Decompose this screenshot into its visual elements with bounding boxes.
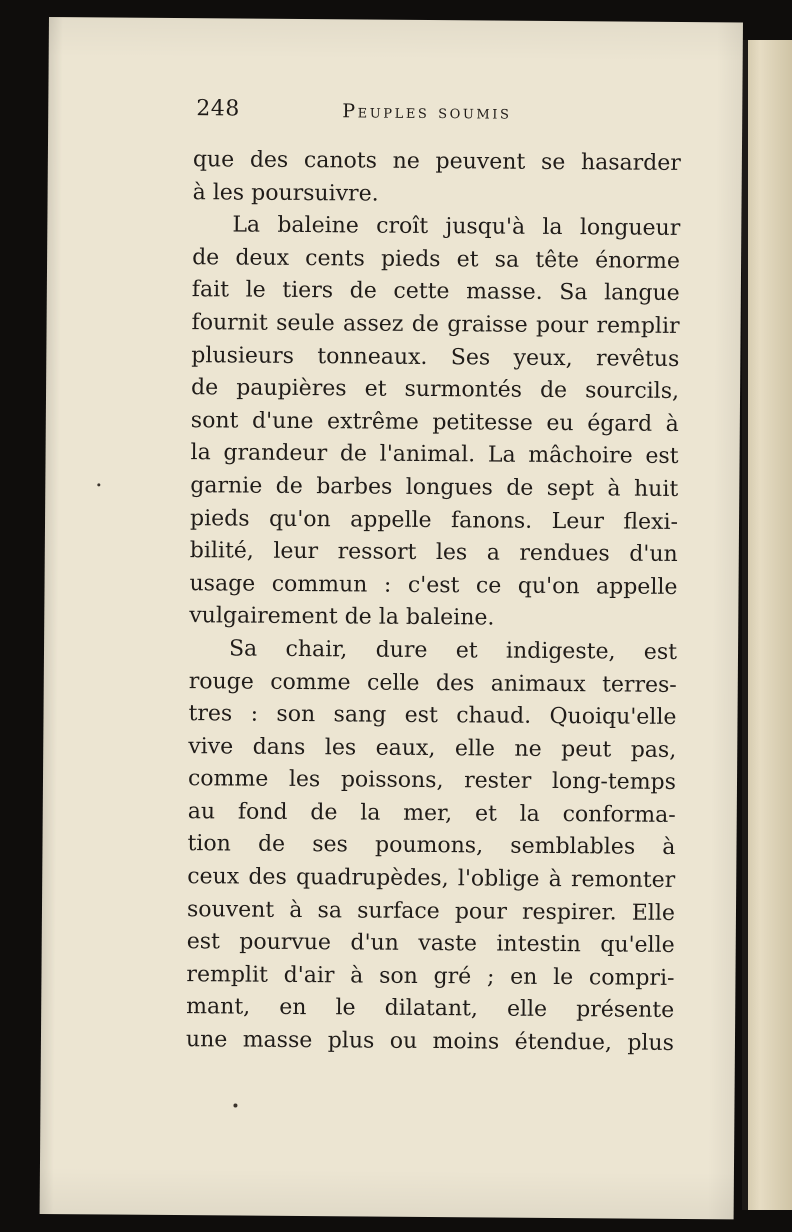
word: remplit xyxy=(186,961,268,988)
word: fournit xyxy=(191,310,268,336)
word: appelle xyxy=(595,574,678,600)
word: ce xyxy=(475,573,502,599)
word: de xyxy=(411,311,440,338)
word: langue xyxy=(604,280,680,307)
word: pour xyxy=(454,898,508,925)
word: pour xyxy=(535,312,589,339)
text-line xyxy=(187,829,675,865)
word: fait xyxy=(191,277,230,303)
word: de xyxy=(506,475,534,501)
word: comme xyxy=(270,669,351,695)
text-line xyxy=(189,568,677,604)
word: sourcils, xyxy=(585,378,680,405)
word: elle xyxy=(454,735,496,762)
word: de xyxy=(539,378,568,404)
word: l'animal. xyxy=(379,441,476,468)
word: des xyxy=(249,147,289,173)
word: yeux, xyxy=(513,345,573,371)
word: quadrupèdes, xyxy=(295,865,449,892)
word: sa xyxy=(317,897,343,923)
word: la xyxy=(360,800,381,826)
word: grandeur xyxy=(223,440,328,467)
word: de xyxy=(344,604,372,630)
word: croît xyxy=(376,213,429,240)
word: la xyxy=(542,215,563,241)
word: baleine xyxy=(277,212,359,239)
word: plusieurs xyxy=(191,342,295,369)
word: dure xyxy=(375,637,428,663)
word: mant, xyxy=(186,994,251,1021)
word: peuvent xyxy=(435,149,526,175)
word: Elle xyxy=(631,900,676,926)
word: l'oblige xyxy=(457,866,540,892)
word: eu xyxy=(546,410,574,436)
word: en xyxy=(279,995,307,1021)
word: fond xyxy=(237,799,288,825)
word: pourvue xyxy=(239,929,332,956)
word: tres xyxy=(188,701,233,727)
word: animaux xyxy=(490,670,586,697)
word: : xyxy=(383,572,392,598)
word: indigeste, xyxy=(505,638,616,665)
word: son xyxy=(379,963,418,989)
word: ; xyxy=(486,964,495,990)
word: à xyxy=(350,963,364,989)
word: garnie xyxy=(190,473,263,499)
text-line xyxy=(192,242,680,278)
word: chaud. xyxy=(456,703,532,729)
book-page xyxy=(40,17,743,1219)
word: et xyxy=(474,801,497,827)
word: a xyxy=(486,540,501,566)
text-line xyxy=(187,861,675,897)
word: bilité, xyxy=(189,538,254,564)
word: conforma- xyxy=(562,801,676,828)
ink-speck xyxy=(233,1103,237,1107)
word: la xyxy=(378,604,400,631)
word: poumons, xyxy=(374,833,484,859)
word: Leur xyxy=(551,508,605,534)
word: de xyxy=(257,832,286,858)
word: elle xyxy=(506,997,548,1023)
word: au xyxy=(187,798,216,825)
word: de xyxy=(192,244,220,271)
word: chair, xyxy=(285,636,348,663)
word: est xyxy=(643,639,678,665)
word: vive xyxy=(188,733,234,760)
text-line xyxy=(190,470,678,506)
word: sept xyxy=(546,475,595,502)
word: graisse xyxy=(447,312,528,338)
word: ou xyxy=(389,1028,418,1054)
page-number: 248 xyxy=(196,96,240,122)
word: est xyxy=(186,929,220,955)
word: moins xyxy=(432,1029,500,1055)
word: et xyxy=(456,246,479,273)
word: La xyxy=(487,442,516,469)
word: ses xyxy=(312,832,348,858)
word: peut xyxy=(561,736,612,763)
word: poissons, xyxy=(340,767,444,794)
text-line xyxy=(190,535,678,571)
word: La xyxy=(232,212,261,238)
text-line xyxy=(193,144,681,180)
text-line xyxy=(191,405,679,441)
text-line xyxy=(187,894,675,930)
word: est xyxy=(645,444,679,470)
word: celle xyxy=(366,670,420,696)
word: petitesse xyxy=(432,409,533,436)
word: les xyxy=(288,767,321,793)
word: remonter xyxy=(570,867,676,894)
text-line xyxy=(191,340,679,376)
word: surmontés xyxy=(404,376,523,403)
text-line xyxy=(189,666,677,702)
word: sang xyxy=(333,702,387,728)
text-line xyxy=(187,926,675,962)
word: intestin xyxy=(496,931,581,958)
word: à xyxy=(607,476,621,502)
text-line xyxy=(186,959,674,995)
word: leur xyxy=(273,538,319,565)
word: sont xyxy=(190,407,239,434)
word: semblables xyxy=(510,834,636,861)
word: long-temps xyxy=(551,769,677,796)
word: mâchoire xyxy=(528,443,633,469)
word: comme xyxy=(187,766,269,793)
word: et xyxy=(455,638,478,664)
word: barbes xyxy=(316,474,393,500)
word: extrême xyxy=(326,408,419,435)
word: des xyxy=(435,670,475,696)
word: huit xyxy=(633,476,679,502)
text-line xyxy=(190,503,678,539)
word: d'air xyxy=(283,962,335,989)
word: compri- xyxy=(588,965,675,991)
word: plus xyxy=(327,1028,375,1054)
body-text xyxy=(186,144,681,1060)
word: remplir xyxy=(596,313,680,339)
word: respirer. xyxy=(521,899,617,926)
word: ne xyxy=(392,148,420,174)
word: la xyxy=(519,801,540,827)
word: présente xyxy=(576,997,675,1024)
word: ceux xyxy=(187,864,240,890)
word: qu'on xyxy=(517,573,580,599)
word: en xyxy=(510,964,538,990)
word: Quoiqu'elle xyxy=(549,704,677,731)
word: flexi- xyxy=(623,509,679,535)
word: se xyxy=(540,149,566,176)
word: que xyxy=(192,147,235,173)
word: poursuivre. xyxy=(251,180,379,207)
word: les xyxy=(435,540,468,566)
word: dilatant, xyxy=(384,996,479,1022)
word: tion xyxy=(187,831,231,857)
word: hasarder xyxy=(580,150,681,176)
word: les xyxy=(324,734,357,761)
text-line xyxy=(189,600,677,636)
word: le xyxy=(245,277,266,304)
word: à xyxy=(548,867,562,893)
word: rouge xyxy=(188,668,254,695)
text-line xyxy=(188,763,676,799)
word: mer, xyxy=(403,800,453,827)
word: tiers xyxy=(282,278,334,304)
text-line xyxy=(188,731,676,767)
word: qu'on xyxy=(268,506,331,532)
word: masse. xyxy=(466,279,543,306)
word: de xyxy=(190,375,219,401)
word: tête xyxy=(535,247,580,273)
word: une xyxy=(185,1027,228,1053)
word: de xyxy=(310,799,338,826)
text-line xyxy=(191,372,679,408)
word: énorme xyxy=(595,248,681,274)
word: le xyxy=(335,995,356,1021)
word: pieds xyxy=(189,505,250,532)
word: des xyxy=(248,864,287,890)
facing-page-edge xyxy=(742,40,792,1210)
word: le xyxy=(553,964,574,990)
word: ressort xyxy=(337,539,417,566)
word: étendue, xyxy=(514,1029,613,1056)
word: souvent xyxy=(186,896,275,923)
word: longueur xyxy=(579,215,681,242)
word: usage xyxy=(189,570,256,597)
word: pieds xyxy=(380,246,441,272)
word: qu'elle xyxy=(600,932,675,959)
word: la xyxy=(190,440,211,466)
word: rester xyxy=(464,768,532,795)
word: est xyxy=(404,702,438,729)
word: de xyxy=(275,473,303,499)
word: sa xyxy=(494,247,520,273)
word: les xyxy=(212,179,245,206)
word: ne xyxy=(514,736,542,762)
word: cents xyxy=(305,245,365,272)
word: de xyxy=(349,278,377,304)
word: cette xyxy=(393,279,450,305)
word: à xyxy=(665,411,679,437)
word: Sa xyxy=(559,280,588,306)
text-line xyxy=(192,275,680,311)
word: canots xyxy=(303,148,378,174)
word: plus xyxy=(627,1030,675,1056)
word: revêtus xyxy=(595,345,680,372)
word: commun xyxy=(271,571,368,598)
text-line xyxy=(188,796,676,832)
word: tonneaux. xyxy=(317,343,428,370)
word: longues xyxy=(405,474,493,501)
running-head: Peuples soumis xyxy=(342,100,512,124)
word: Ses xyxy=(450,344,491,371)
word: dans xyxy=(252,734,306,760)
word: à xyxy=(662,835,676,861)
word: d'un xyxy=(350,930,399,957)
word: eaux, xyxy=(375,735,436,761)
word: : xyxy=(250,701,259,727)
text-line xyxy=(192,209,680,245)
word: son xyxy=(276,701,316,728)
word: d'une xyxy=(251,408,314,434)
word: pas, xyxy=(630,737,677,763)
word: appelle xyxy=(350,506,432,533)
word: masse xyxy=(242,1027,313,1054)
word: de xyxy=(339,441,368,467)
word: fanons. xyxy=(450,507,533,534)
word: à xyxy=(192,179,206,205)
word: Sa xyxy=(228,636,258,662)
word: jusqu'à xyxy=(445,214,526,240)
text-line xyxy=(186,1024,674,1060)
word: gré xyxy=(433,963,472,990)
text-line xyxy=(192,177,680,213)
text-line xyxy=(190,437,678,473)
word: baleine. xyxy=(405,605,495,631)
text-line xyxy=(189,633,677,669)
word: seule xyxy=(276,310,335,337)
text-line xyxy=(188,698,676,734)
word: vaste xyxy=(418,931,478,957)
word: assez xyxy=(342,311,404,337)
page-header xyxy=(196,96,606,133)
word: paupières xyxy=(236,375,347,402)
word: rendues xyxy=(519,540,610,567)
text-line xyxy=(186,992,674,1028)
ink-speck xyxy=(97,483,100,486)
word: égard xyxy=(587,410,653,437)
word: c'est xyxy=(407,572,460,598)
word: terres- xyxy=(602,671,677,698)
word: d'un xyxy=(629,541,678,568)
word: vulgairement xyxy=(189,603,338,630)
word: et xyxy=(364,376,387,402)
word: à xyxy=(289,897,303,923)
word: surface xyxy=(357,898,440,924)
word: deux xyxy=(235,245,290,271)
text-line xyxy=(191,307,679,343)
